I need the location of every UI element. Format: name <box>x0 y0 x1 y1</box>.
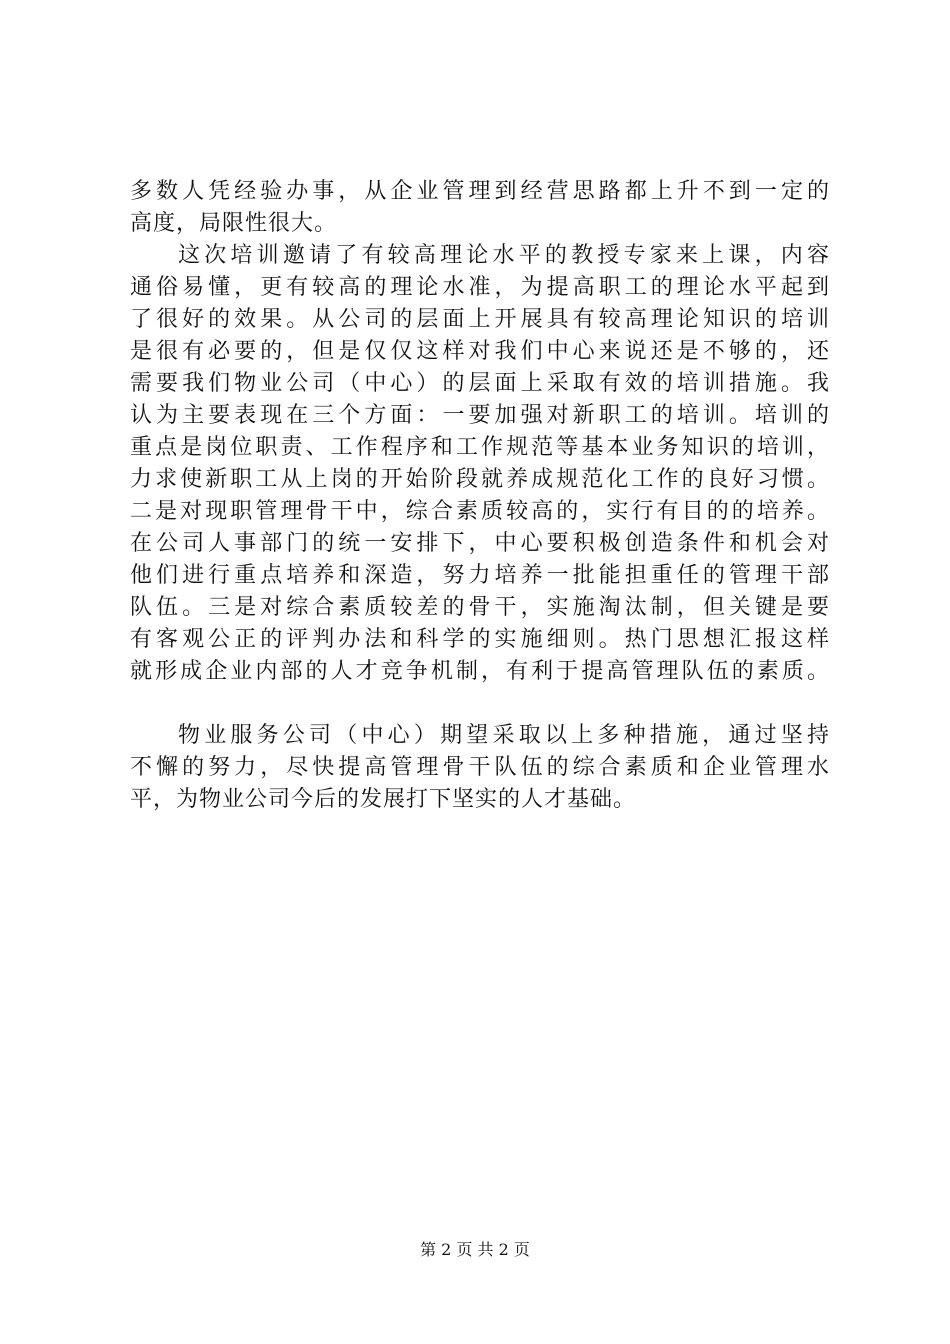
paragraph-2-line-9: 二是对现职管理骨干中，综合素质较高的，实行有目的的培养。 <box>130 499 830 524</box>
paragraph-2-line-13: 有客观公正的评判办法和科学的实施细则。热门思想汇报这样 <box>130 627 830 652</box>
paragraph-2-line-4: 是很有必要的，但是仅仅这样对我们中心来说还是不够的，还 <box>130 339 830 364</box>
paragraph-2-line-10: 在公司人事部门的统一安排下，中心要积极创造条件和机会对 <box>130 531 830 556</box>
paragraph-2-line-12: 队伍。三是对综合素质较差的骨干，实施淘汰制，但关键是要 <box>130 595 830 620</box>
paragraph-2-line-1: 这次培训邀请了有较高理论水平的教授专家来上课，内容 <box>178 243 830 268</box>
paragraph-2-line-5: 需要我们物业公司（中心）的层面上采取有效的培训措施。我 <box>130 371 830 396</box>
paragraph-2-line-8: 力求使新职工从上岗的开始阶段就养成规范化工作的良好习惯。 <box>130 467 830 492</box>
paragraph-2-line-3: 了很好的效果。从公司的层面上开展具有较高理论知识的培训 <box>130 307 830 332</box>
page-number-footer: 第 2 页 共 2 页 <box>420 1240 530 1259</box>
paragraph-2-line-14: 就形成企业内部的人才竞争机制，有利于提高管理队伍的素质。 <box>130 659 830 684</box>
document-body <box>130 176 830 816</box>
paragraph-3-line-3: 平，为物业公司今后的发展打下坚实的人才基础。 <box>130 787 637 812</box>
paragraph-3-line-2: 不懈的努力，尽快提高管理骨干队伍的综合素质和企业管理水 <box>130 755 830 780</box>
paragraph-2-line-7: 重点是岗位职责、工作程序和工作规范等基本业务知识的培训， <box>130 435 830 460</box>
paragraph-2-line-6: 认为主要表现在三个方面：一要加强对新职工的培训。培训的 <box>130 403 830 428</box>
paragraph-2-line-11: 他们进行重点培养和深造，努力培养一批能担重任的管理干部 <box>130 563 830 588</box>
paragraph-3-line-1: 物业服务公司（中心）期望采取以上多种措施，通过坚持 <box>178 723 830 748</box>
paragraph-1-line-1: 多数人凭经验办事，从企业管理到经营思路都上升不到一定的 <box>130 179 830 204</box>
paragraph-2-line-2: 通俗易懂，更有较高的理论水准，为提高职工的理论水平起到 <box>130 275 830 300</box>
paragraph-1-line-2: 高度，局限性很大。 <box>130 211 338 236</box>
paragraph-spacer <box>130 688 830 720</box>
